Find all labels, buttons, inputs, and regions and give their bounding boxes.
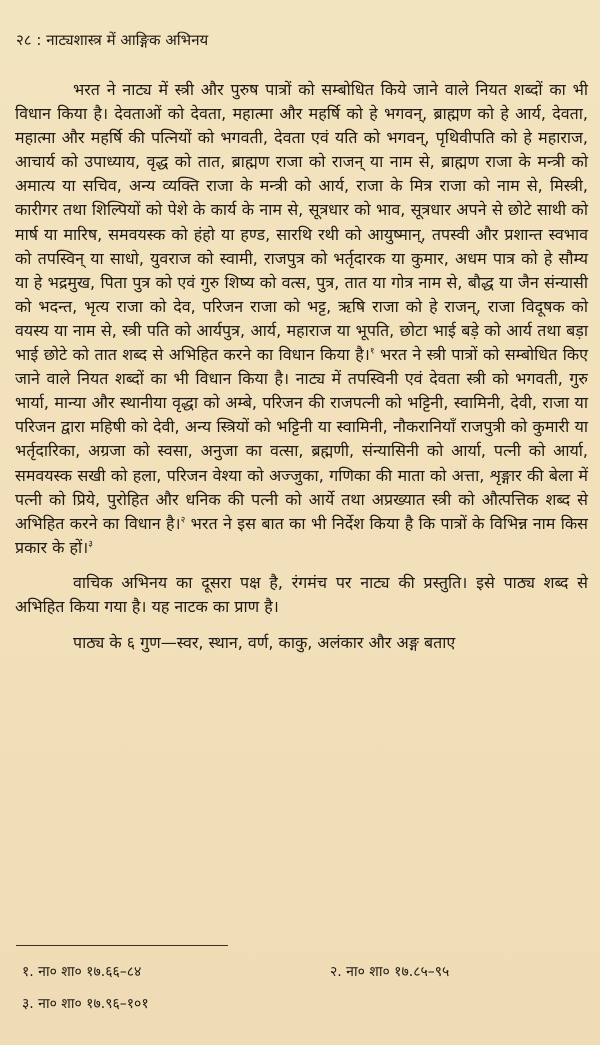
running-head: २८ : नाट्यशास्त्र में आङ्गिक अभिनय xyxy=(16,31,209,49)
footnote-separator xyxy=(16,945,228,946)
paragraph-2: वाचिक अभिनय का दूसरा पक्ष है, रंगमंच पर नाट्य की प्रस्तुति। इसे पाठ्य शब्द से अभिहित किया गया है। यह नाटक का प्राण है। xyxy=(15,572,588,616)
footnote-2: २. ना० शा० १७.८५–९५ xyxy=(330,964,450,980)
paragraph-1-part-c: भरत ने इस बात का भी निर्देश किया है कि पात्रों के विभिन्न नाम किस प्रकार के हों। xyxy=(15,513,588,557)
footnote-3: ३. ना० शा० १७.९६–१०१ xyxy=(22,996,149,1012)
body-text xyxy=(15,78,588,655)
footnote-ref-2: २ xyxy=(180,515,186,526)
paragraph-1-part-a: भरत ने नाट्य में स्त्री और पुरुष पात्रों को सम्बोधित किये जाने वाले नियत शब्दों का भी विधान किया है। देवताओं को देवता, महात्मा और महर्षि को हे भगवन्, ब्राह्मण को हे आर्य, देवता, महात्मा और महर्षि की पत्नियों को भगवती, देवता एवं यति को भगवन्, पृथिवीपति को हे महाराज, आचार्य को उपाध्याय, वृद्ध को तात, ब्राह्मण राजा को राजन् या नाम से, ब्राह्मण राजा के मन्त्री को अमात्य या सचिव, अन्य व्यक्ति राजा के मन्त्री को आर्य, राजा के मित्र राजा को नाम से, मिस्त्री, कारीगर तथा शिल्पियों को पेशे के कार्य के नाम से, सूत्रधार को भाव, सूत्रधार अपने से छोटे साथी को मार्ष या मारिष, समवयस्क को हंहो या हण्ड, सारथि रथी को आयुष्मान्, तपस्वी और प्रशान्त स्वभाव को तपस्विन् या साधो, युवराज को स्वामी, राजपुत्र को भर्तृदारक या कुमार, अधम पात्र को हे सौम्य या हे भद्रमुख, पिता पुत्र को एवं गुरु शिष्य को वत्स, पुत्र, तात या गोत्र नाम से, बौद्ध या जैन संन्यासी को भदन्त, भृत्य राजा को देव, परिजन राजा को भट्ट, ऋषि राजा को हे राजन्, राजा विदूषक को वयस्य या नाम से, स्त्री पति को आर्यपुत्र, आर्य, महाराज या भूपति, छोटा भाई बड़े को आर्य तथा बड़ा भाई छोटे को तात शब्द से अभिहित करने का विधान किया है। xyxy=(15,80,588,365)
footnote-ref-1: १ xyxy=(369,346,375,357)
footnote-ref-3: ३ xyxy=(88,539,93,550)
footnote-1: १. ना० शा० १७.६६–८४ xyxy=(22,964,142,980)
paragraph-1-part-b: भरत ने स्त्री पात्रों को सम्बोधित किए जाने वाले नियत शब्दों का भी विधान किया है। नाट्य में तपस्विनी एवं देवता स्त्री को भगवती, गुरु भार्या, मान्या और स्थानीया वृद्धा को अम्बे, परिजन की राजपत्नी को भट्टिनी, स्वामिनी, देवी, राजा या परिजन द्वारा महिषी को देवी, अन्य स्त्रियों को भट्टिनी या स्वामिनी, नौकरानियाँ राजपुत्री को कुमारी या भर्तृदारिका, अग्रजा को स्वसा, अनुजा का वत्सा, ब्रह्मणी, संन्यासिनी को आर्या, पत्नी को आर्या, समवयस्क सखी को हला, परिजन वेश्या को अज्जुका, गणिका की माता को अत्ता, शृङ्गार की बेला में पत्नी को प्रिये, पुरोहित और धनिक की पत्नी को आर्ये तथा अप्रख्यात स्त्री को औत्पत्तिक शब्द से अभिहित करने का विधान है। xyxy=(15,345,588,533)
paragraph-1 xyxy=(15,78,588,560)
paragraph-3: पाठ्य के ६ गुण—स्वर, स्थान, वर्ण, काकु, अलंकार और अङ्ग बताए xyxy=(73,633,456,653)
